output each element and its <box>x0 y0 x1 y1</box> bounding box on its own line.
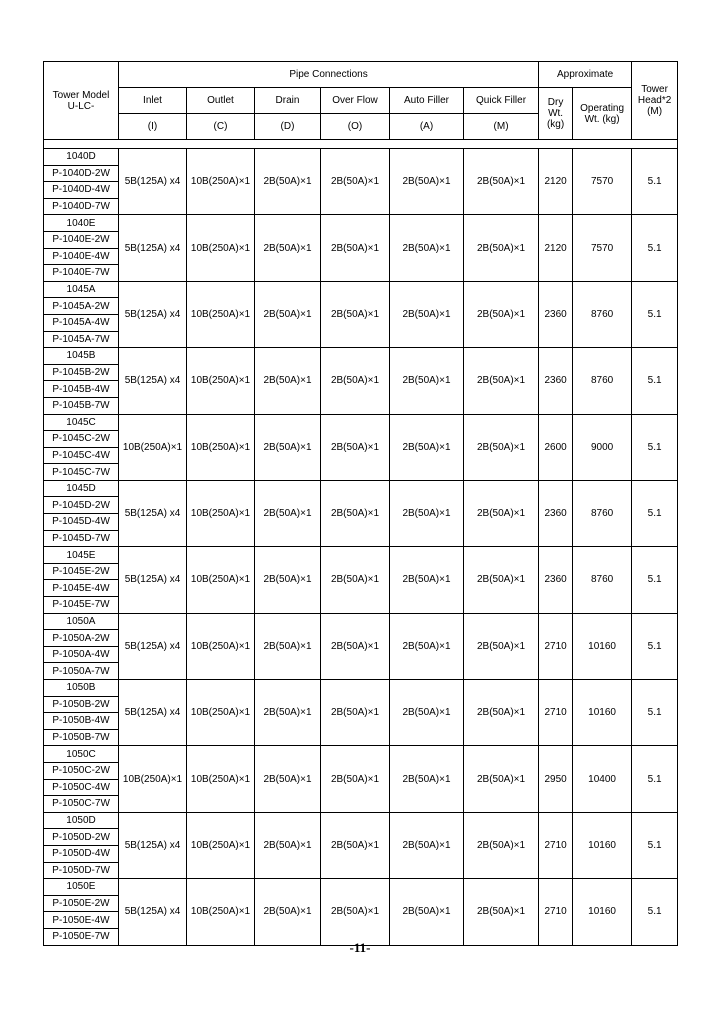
overflow-cell: 2B(50A)×1 <box>321 348 390 414</box>
dry-wt-cell: 2120 <box>539 149 573 215</box>
operating-wt-cell: 10160 <box>573 812 632 878</box>
overflow-cell: 2B(50A)×1 <box>321 613 390 679</box>
drain-cell: 2B(50A)×1 <box>255 680 321 746</box>
table-row <box>44 348 678 365</box>
model-cell: P-1045D-2W <box>44 497 119 514</box>
model-cell: P-1045C-7W <box>44 464 119 481</box>
inlet-cell: 5B(125A) x4 <box>119 613 187 679</box>
col-overflow-code: (O) <box>321 114 390 140</box>
table-row <box>44 746 678 763</box>
model-cell: P-1050E-4W <box>44 912 119 929</box>
model-cell: P-1045B-2W <box>44 364 119 381</box>
auto-filler-cell: 2B(50A)×1 <box>390 149 464 215</box>
col-outlet-header: Outlet <box>187 88 255 114</box>
drain-cell: 2B(50A)×1 <box>255 348 321 414</box>
table-row <box>44 149 678 166</box>
drain-cell: 2B(50A)×1 <box>255 746 321 812</box>
quick-filler-cell: 2B(50A)×1 <box>464 215 539 281</box>
table-row <box>44 680 678 697</box>
quick-filler-cell: 2B(50A)×1 <box>464 149 539 215</box>
model-cell: P-1040D-4W <box>44 182 119 199</box>
model-cell: P-1050E-7W <box>44 928 119 945</box>
tower-head-cell: 5.1 <box>632 414 678 480</box>
tower-head-cell: 5.1 <box>632 680 678 746</box>
quick-filler-cell: 2B(50A)×1 <box>464 613 539 679</box>
auto-filler-cell: 2B(50A)×1 <box>390 746 464 812</box>
table-row <box>44 547 678 564</box>
model-cell: P-1045E-4W <box>44 580 119 597</box>
drain-cell: 2B(50A)×1 <box>255 281 321 347</box>
auto-filler-cell: 2B(50A)×1 <box>390 348 464 414</box>
dry-wt-cell: 2710 <box>539 680 573 746</box>
model-cell: P-1040D-2W <box>44 165 119 182</box>
table-row <box>44 281 678 298</box>
auto-filler-cell: 2B(50A)×1 <box>390 480 464 546</box>
model-cell: P-1040E-7W <box>44 265 119 282</box>
outlet-cell: 10B(250A)×1 <box>187 812 255 878</box>
model-cell: 1045E <box>44 547 119 564</box>
drain-cell: 2B(50A)×1 <box>255 414 321 480</box>
drain-cell: 2B(50A)×1 <box>255 547 321 613</box>
tower-head-cell: 5.1 <box>632 149 678 215</box>
overflow-cell: 2B(50A)×1 <box>321 480 390 546</box>
model-cell: P-1040E-2W <box>44 231 119 248</box>
pipe-connections-header: Pipe Connections <box>119 62 539 88</box>
col-inlet-header: Inlet <box>119 88 187 114</box>
col-auto-filler-header: Auto Filler <box>390 88 464 114</box>
outlet-cell: 10B(250A)×1 <box>187 348 255 414</box>
page-number: -11- <box>349 940 371 955</box>
model-cell: 1050D <box>44 812 119 829</box>
overflow-cell: 2B(50A)×1 <box>321 680 390 746</box>
auto-filler-cell: 2B(50A)×1 <box>390 547 464 613</box>
model-cell: P-1045D-4W <box>44 514 119 531</box>
model-cell: P-1040D-7W <box>44 198 119 215</box>
dry-wt-cell: 2360 <box>539 348 573 414</box>
col-drain-header: Drain <box>255 88 321 114</box>
quick-filler-cell: 2B(50A)×1 <box>464 746 539 812</box>
quick-filler-cell: 2B(50A)×1 <box>464 879 539 945</box>
auto-filler-cell: 2B(50A)×1 <box>390 812 464 878</box>
model-cell: P-1045A-7W <box>44 331 119 348</box>
dry-wt-cell: 2950 <box>539 746 573 812</box>
col-overflow-header: Over Flow <box>321 88 390 114</box>
overflow-cell: 2B(50A)×1 <box>321 281 390 347</box>
dry-wt-header: Dry Wt. (kg) <box>539 88 573 140</box>
dry-wt-cell: 2360 <box>539 547 573 613</box>
tower-head-cell: 5.1 <box>632 215 678 281</box>
model-cell: P-1050D-7W <box>44 862 119 879</box>
tower-head-cell: 5.1 <box>632 746 678 812</box>
model-cell: P-1050B-2W <box>44 696 119 713</box>
drain-cell: 2B(50A)×1 <box>255 480 321 546</box>
operating-wt-cell: 8760 <box>573 547 632 613</box>
operating-wt-cell: 10400 <box>573 746 632 812</box>
operating-wt-cell: 10160 <box>573 879 632 945</box>
outlet-cell: 10B(250A)×1 <box>187 879 255 945</box>
outlet-cell: 10B(250A)×1 <box>187 547 255 613</box>
model-cell: 1040E <box>44 215 119 232</box>
approximate-header: Approximate <box>539 62 632 88</box>
tower-head-cell: 5.1 <box>632 281 678 347</box>
dry-wt-cell: 2710 <box>539 812 573 878</box>
drain-cell: 2B(50A)×1 <box>255 215 321 281</box>
model-cell: P-1045C-2W <box>44 431 119 448</box>
outlet-cell: 10B(250A)×1 <box>187 680 255 746</box>
tower-head-header: Tower Head*2 (M) <box>632 62 678 140</box>
outlet-cell: 10B(250A)×1 <box>187 414 255 480</box>
tower-head-cell: 5.1 <box>632 480 678 546</box>
model-cell: P-1045B-4W <box>44 381 119 398</box>
drain-cell: 2B(50A)×1 <box>255 613 321 679</box>
col-quick-filler-header: Quick Filler <box>464 88 539 114</box>
inlet-cell: 5B(125A) x4 <box>119 480 187 546</box>
dry-wt-cell: 2360 <box>539 480 573 546</box>
tower-model-header: Tower Model U-LC- <box>44 62 119 140</box>
outlet-cell: 10B(250A)×1 <box>187 215 255 281</box>
model-cell: P-1045E-2W <box>44 563 119 580</box>
tower-head-cell: 5.1 <box>632 879 678 945</box>
quick-filler-cell: 2B(50A)×1 <box>464 480 539 546</box>
auto-filler-cell: 2B(50A)×1 <box>390 613 464 679</box>
operating-wt-cell: 9000 <box>573 414 632 480</box>
quick-filler-cell: 2B(50A)×1 <box>464 680 539 746</box>
model-cell: P-1050B-4W <box>44 713 119 730</box>
quick-filler-cell: 2B(50A)×1 <box>464 414 539 480</box>
col-drain-code: (D) <box>255 114 321 140</box>
spec-table <box>43 61 678 946</box>
drain-cell: 2B(50A)×1 <box>255 879 321 945</box>
overflow-cell: 2B(50A)×1 <box>321 746 390 812</box>
tower-head-cell: 5.1 <box>632 348 678 414</box>
col-outlet-code: (C) <box>187 114 255 140</box>
model-cell: P-1050D-4W <box>44 845 119 862</box>
separator-cell <box>44 140 678 149</box>
inlet-cell: 5B(125A) x4 <box>119 348 187 414</box>
dry-wt-cell: 2120 <box>539 215 573 281</box>
operating-wt-cell: 7570 <box>573 149 632 215</box>
model-cell: P-1050C-4W <box>44 779 119 796</box>
operating-wt-cell: 10160 <box>573 613 632 679</box>
model-cell: P-1045A-2W <box>44 298 119 315</box>
model-cell: 1045D <box>44 480 119 497</box>
auto-filler-cell: 2B(50A)×1 <box>390 215 464 281</box>
model-cell: P-1050A-2W <box>44 630 119 647</box>
model-cell: P-1050E-2W <box>44 895 119 912</box>
table-row <box>44 812 678 829</box>
dry-wt-cell: 2710 <box>539 879 573 945</box>
tower-head-cell: 5.1 <box>632 547 678 613</box>
model-cell: P-1050C-7W <box>44 796 119 813</box>
tower-head-cell: 5.1 <box>632 812 678 878</box>
operating-wt-cell: 7570 <box>573 215 632 281</box>
dry-wt-cell: 2360 <box>539 281 573 347</box>
outlet-cell: 10B(250A)×1 <box>187 281 255 347</box>
quick-filler-cell: 2B(50A)×1 <box>464 281 539 347</box>
inlet-cell: 5B(125A) x4 <box>119 680 187 746</box>
table-row <box>44 414 678 431</box>
inlet-cell: 5B(125A) x4 <box>119 149 187 215</box>
auto-filler-cell: 2B(50A)×1 <box>390 879 464 945</box>
model-cell: 1050A <box>44 613 119 630</box>
model-cell: 1050B <box>44 680 119 697</box>
auto-filler-cell: 2B(50A)×1 <box>390 281 464 347</box>
table-row <box>44 613 678 630</box>
model-cell: P-1050C-2W <box>44 762 119 779</box>
overflow-cell: 2B(50A)×1 <box>321 149 390 215</box>
inlet-cell: 5B(125A) x4 <box>119 812 187 878</box>
outlet-cell: 10B(250A)×1 <box>187 613 255 679</box>
model-cell: P-1045A-4W <box>44 314 119 331</box>
model-cell: P-1045B-7W <box>44 397 119 414</box>
overflow-cell: 2B(50A)×1 <box>321 215 390 281</box>
model-cell: P-1050A-4W <box>44 646 119 663</box>
operating-wt-cell: 10160 <box>573 680 632 746</box>
model-cell: P-1050B-7W <box>44 729 119 746</box>
model-cell: 1045A <box>44 281 119 298</box>
operating-wt-cell: 8760 <box>573 480 632 546</box>
outlet-cell: 10B(250A)×1 <box>187 480 255 546</box>
drain-cell: 2B(50A)×1 <box>255 149 321 215</box>
inlet-cell: 10B(250A)×1 <box>119 414 187 480</box>
inlet-cell: 5B(125A) x4 <box>119 879 187 945</box>
outlet-cell: 10B(250A)×1 <box>187 149 255 215</box>
model-cell: 1045B <box>44 348 119 365</box>
drain-cell: 2B(50A)×1 <box>255 812 321 878</box>
table-row <box>44 879 678 896</box>
col-auto-filler-code: (A) <box>390 114 464 140</box>
quick-filler-cell: 2B(50A)×1 <box>464 348 539 414</box>
tower-head-cell: 5.1 <box>632 613 678 679</box>
overflow-cell: 2B(50A)×1 <box>321 879 390 945</box>
overflow-cell: 2B(50A)×1 <box>321 547 390 613</box>
model-cell: P-1040E-4W <box>44 248 119 265</box>
quick-filler-cell: 2B(50A)×1 <box>464 812 539 878</box>
quick-filler-cell: 2B(50A)×1 <box>464 547 539 613</box>
model-cell: P-1045D-7W <box>44 530 119 547</box>
operating-wt-cell: 8760 <box>573 281 632 347</box>
inlet-cell: 5B(125A) x4 <box>119 215 187 281</box>
model-cell: 1045C <box>44 414 119 431</box>
model-cell: 1040D <box>44 149 119 166</box>
inlet-cell: 5B(125A) x4 <box>119 547 187 613</box>
model-cell: P-1045E-7W <box>44 597 119 614</box>
col-quick-filler-code: (M) <box>464 114 539 140</box>
col-inlet-code: (I) <box>119 114 187 140</box>
operating-wt-cell: 8760 <box>573 348 632 414</box>
model-cell: P-1050A-7W <box>44 663 119 680</box>
model-cell: 1050E <box>44 879 119 896</box>
inlet-cell: 5B(125A) x4 <box>119 281 187 347</box>
operating-wt-header: Operating Wt. (kg) <box>573 88 632 140</box>
model-cell: P-1045C-4W <box>44 447 119 464</box>
table-row <box>44 480 678 497</box>
overflow-cell: 2B(50A)×1 <box>321 414 390 480</box>
table-row <box>44 215 678 232</box>
header-separator <box>44 140 678 149</box>
auto-filler-cell: 2B(50A)×1 <box>390 680 464 746</box>
model-cell: P-1050D-2W <box>44 829 119 846</box>
inlet-cell: 10B(250A)×1 <box>119 746 187 812</box>
outlet-cell: 10B(250A)×1 <box>187 746 255 812</box>
dry-wt-cell: 2600 <box>539 414 573 480</box>
model-cell: 1050C <box>44 746 119 763</box>
overflow-cell: 2B(50A)×1 <box>321 812 390 878</box>
dry-wt-cell: 2710 <box>539 613 573 679</box>
auto-filler-cell: 2B(50A)×1 <box>390 414 464 480</box>
